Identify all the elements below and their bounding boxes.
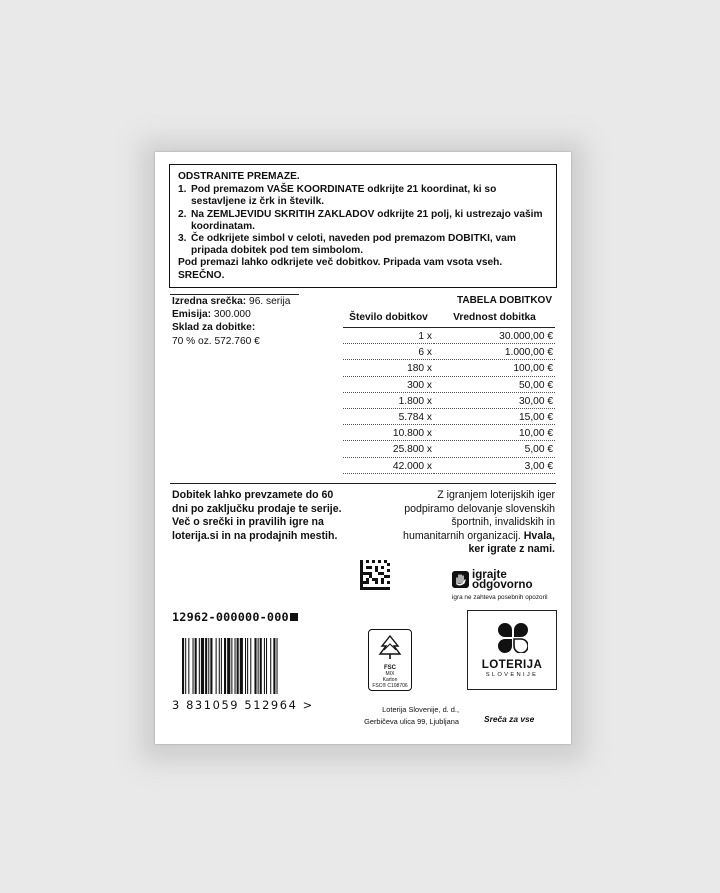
barcode-bar bbox=[270, 638, 271, 694]
special-label: Izredna srečka: bbox=[172, 296, 247, 307]
special-value: 96. serija bbox=[249, 296, 291, 307]
table-row bbox=[343, 344, 555, 360]
instructions-steps bbox=[178, 184, 548, 257]
prize-table-title: TABELA DOBITKOV bbox=[457, 295, 552, 306]
redeem-text: Dobitek lahko prevzamete do 60 dni po zaključku prodaje te serije. Več o srečki in pravilih igre na loterija.si in na prodajnih mestih. bbox=[172, 489, 342, 542]
barcode-bar bbox=[240, 638, 243, 694]
table-row bbox=[343, 457, 555, 473]
col-header-value: Vrednost dobitka bbox=[434, 310, 555, 328]
instruction-step bbox=[178, 184, 548, 208]
fsc-code: FSC® C108706 bbox=[372, 683, 408, 689]
responsible-word2: odgovorno bbox=[472, 578, 533, 591]
serial-number bbox=[172, 610, 298, 624]
fsc-material: Karton bbox=[382, 677, 398, 683]
barcode-bar bbox=[210, 638, 212, 694]
instructions-footer: Pod premazi lahko odkrijete več dobitkov. Pripada vam vsota vseh. SREČNO. bbox=[178, 257, 503, 281]
fund-label: Sklad za dobitke: bbox=[172, 322, 256, 334]
step-number: 1. bbox=[178, 184, 187, 196]
serial-text: 12962-000000-000 bbox=[172, 610, 289, 624]
company-info bbox=[353, 704, 459, 728]
step-text: Na ZEMLJEVIDU SKRITIH ZAKLADOV odkrijte 21 polj, ki ustrezajo vašim koordinatam. bbox=[191, 208, 543, 232]
barcode-bar bbox=[208, 638, 209, 694]
logo-sub: SLOVENIJE bbox=[485, 672, 539, 678]
barcode-bar bbox=[227, 638, 230, 694]
barcode-bar bbox=[221, 638, 222, 694]
barcode-bar bbox=[219, 638, 220, 694]
barcode-bar bbox=[237, 638, 239, 694]
prize-count: 5.784 x bbox=[343, 408, 434, 424]
step-number: 2. bbox=[178, 208, 187, 220]
barcode-bar bbox=[224, 638, 226, 694]
divider bbox=[170, 294, 299, 295]
barcode bbox=[182, 638, 312, 696]
datamatrix-code bbox=[360, 560, 390, 590]
prize-value: 15,00 € bbox=[434, 408, 555, 424]
table-row bbox=[343, 328, 555, 344]
barcode-bar bbox=[258, 638, 259, 694]
instructions-title: ODSTRANITE PREMAZE. bbox=[178, 171, 300, 182]
hand-icon bbox=[452, 571, 469, 588]
fund-value: 70 % oz. 572.760 € bbox=[172, 335, 260, 347]
prize-table bbox=[343, 310, 555, 474]
barcode-bar bbox=[235, 638, 236, 694]
table-row bbox=[343, 392, 555, 408]
barcode-bar bbox=[273, 638, 275, 694]
barcode-number: 3 831059 512964 > bbox=[172, 698, 314, 712]
col-header-count: Število dobitkov bbox=[343, 310, 434, 328]
prize-value: 1.000,00 € bbox=[434, 344, 555, 360]
barcode-bar bbox=[277, 638, 278, 694]
prize-count: 10.800 x bbox=[343, 425, 434, 441]
barcode-bar bbox=[264, 638, 265, 694]
fsc-mix: MIX bbox=[385, 671, 395, 677]
responsible-word1: igrajte bbox=[472, 568, 507, 581]
prize-count: 180 x bbox=[343, 360, 434, 376]
barcode-bar bbox=[247, 638, 248, 694]
slogan: Sreča za vse bbox=[484, 714, 535, 724]
barcode-bar bbox=[231, 638, 232, 694]
clover-logo-icon bbox=[498, 623, 528, 653]
section-divider bbox=[170, 483, 556, 484]
step-number: 3. bbox=[178, 233, 187, 245]
step-text: Pod premazom VAŠE KOORDINATE odkrijte 21 koordinat, ki so sestavljene iz črk in številk. bbox=[191, 184, 497, 208]
prize-value: 30.000,00 € bbox=[434, 328, 555, 344]
barcode-bar bbox=[245, 638, 246, 694]
barcode-bar bbox=[266, 638, 267, 694]
instructions-box bbox=[169, 164, 557, 288]
instruction-step bbox=[178, 233, 548, 257]
emission-value: 300.000 bbox=[213, 309, 251, 321]
instruction-step bbox=[178, 209, 548, 233]
table-row bbox=[343, 441, 555, 457]
emission-label: Emisija: bbox=[172, 309, 212, 321]
fsc-name: FSC bbox=[384, 665, 396, 671]
support-text bbox=[401, 489, 555, 557]
barcode-bar bbox=[193, 638, 194, 694]
prize-count: 25.800 x bbox=[343, 441, 434, 457]
responsible-note: igra ne zahteva posebnih opozoril bbox=[452, 594, 548, 601]
prize-count: 42.000 x bbox=[343, 457, 434, 473]
barcode-bar bbox=[195, 638, 197, 694]
table-row bbox=[343, 376, 555, 392]
barcode-bar bbox=[201, 638, 204, 694]
table-row bbox=[343, 425, 555, 441]
prize-count: 6 x bbox=[343, 344, 434, 360]
scratch-ticket-back bbox=[155, 152, 571, 744]
prize-value: 10,00 € bbox=[434, 425, 555, 441]
barcode-bar bbox=[185, 638, 186, 694]
prize-value: 100,00 € bbox=[434, 360, 555, 376]
table-row bbox=[343, 360, 555, 376]
loterija-logo bbox=[467, 610, 557, 690]
barcode-bar bbox=[216, 638, 217, 694]
barcode-bar bbox=[199, 638, 200, 694]
logo-name: LOTERIJA bbox=[481, 658, 543, 671]
prize-count: 1.800 x bbox=[343, 392, 434, 408]
barcode-bar bbox=[250, 638, 251, 694]
table-row bbox=[343, 408, 555, 424]
prize-count: 300 x bbox=[343, 376, 434, 392]
barcode-bar bbox=[254, 638, 256, 694]
prize-value: 30,00 € bbox=[434, 392, 555, 408]
prize-value: 50,00 € bbox=[434, 376, 555, 392]
barcode-bar bbox=[188, 638, 189, 694]
barcode-bar bbox=[182, 638, 184, 694]
ticket-info bbox=[172, 295, 290, 348]
support-body: Z igranjem loterijskih iger podpiramo delovanje slovenskih športnih, invalidskih in humanitarnih organizacij. bbox=[403, 489, 555, 542]
serial-square bbox=[290, 613, 298, 621]
fsc-tree-icon bbox=[376, 634, 404, 660]
step-text: Če odkrijete simbol v celoti, naveden pod premazom DOBITKI, vam pripada dobitek pod tem simbolom. bbox=[191, 233, 516, 257]
company-name: Loterija Slovenije, d. d., bbox=[382, 705, 459, 714]
prize-value: 3,00 € bbox=[434, 457, 555, 473]
barcode-bar bbox=[260, 638, 262, 694]
prize-value: 5,00 € bbox=[434, 441, 555, 457]
support-thanks: Hvala, ker igrate z nami. bbox=[468, 529, 555, 556]
fsc-label bbox=[368, 629, 412, 691]
barcode-bar bbox=[205, 638, 207, 694]
company-address: Gerbičeva ulica 99, Ljubljana bbox=[364, 717, 459, 726]
prize-count: 1 x bbox=[343, 328, 434, 344]
